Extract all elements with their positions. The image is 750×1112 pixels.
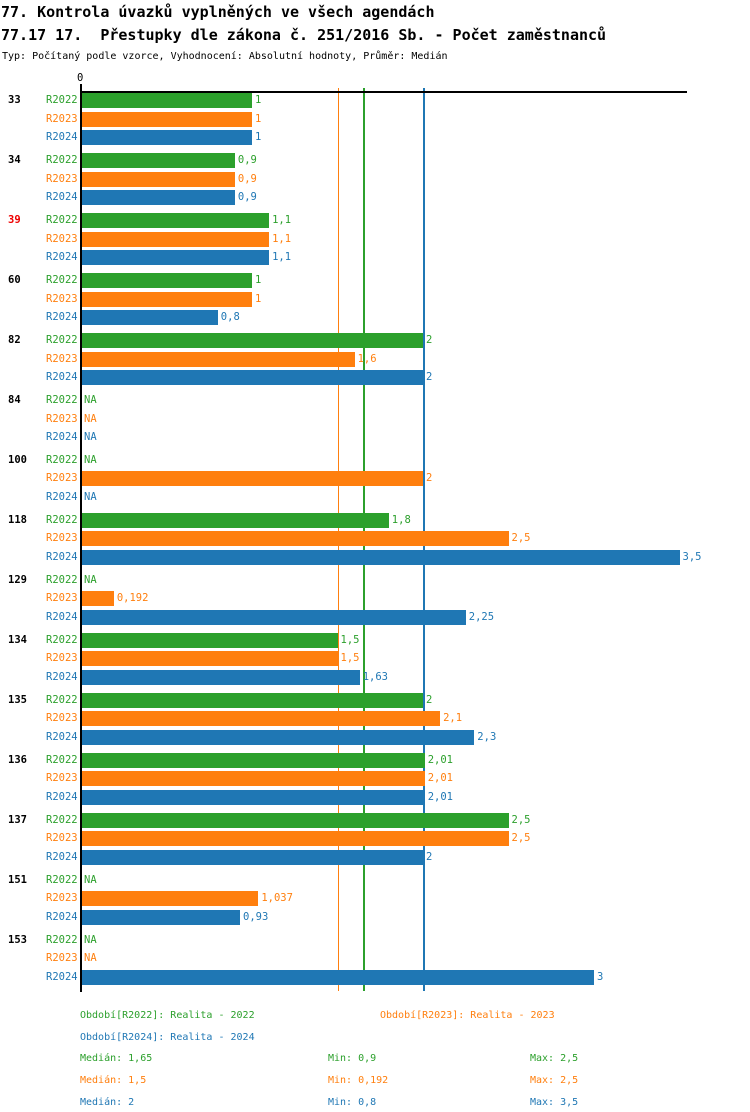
chart-row (0, 850, 750, 869)
bar-track (81, 693, 750, 708)
series-label: R2022 (46, 753, 78, 766)
legend-max-r2024: Max: 3,5 (530, 1097, 579, 1108)
group-label: 151 (8, 873, 27, 886)
series-label: R2022 (46, 153, 78, 166)
bar-track (81, 771, 750, 786)
chart-row (0, 490, 750, 509)
bar-group (0, 873, 750, 929)
value-label: 2 (426, 371, 433, 384)
bar-track (81, 933, 750, 948)
bar (81, 693, 423, 708)
legend-median-r2022: Medián: 1,65 (80, 1053, 153, 1064)
value-label: NA (84, 412, 97, 425)
value-label: 2,01 (427, 790, 453, 803)
bar (81, 273, 252, 288)
series-label: R2023 (46, 712, 78, 725)
chart-row (0, 112, 750, 131)
chart-row (0, 393, 750, 412)
series-label: R2023 (46, 892, 78, 905)
bar-track (81, 273, 750, 288)
value-label: 2 (426, 333, 433, 346)
x-axis-line (81, 91, 687, 93)
legend-period-r2024: Období[R2024]: Realita - 2024 (80, 1032, 255, 1043)
bar-track (81, 471, 750, 486)
series-label: R2024 (46, 431, 78, 444)
series-label: R2022 (46, 933, 78, 946)
bar (81, 591, 114, 606)
group-label: 33 (8, 94, 21, 106)
value-label: 0,192 (116, 592, 149, 605)
bar-track (81, 550, 750, 565)
bar (81, 633, 338, 648)
series-label: R2022 (46, 873, 78, 886)
series-label: R2024 (46, 131, 78, 144)
series-label: R2022 (46, 453, 78, 466)
series-label: R2023 (46, 652, 78, 665)
series-label: R2023 (46, 532, 78, 545)
bar-track (81, 430, 750, 445)
group-label: 153 (8, 933, 27, 946)
chart-groups (0, 93, 750, 993)
bar (81, 513, 389, 528)
value-label: 1,8 (391, 513, 411, 526)
bar-track (81, 153, 750, 168)
legend-min-r2023: Min: 0,192 (328, 1075, 389, 1086)
bar-track (81, 610, 750, 625)
series-label: R2024 (46, 311, 78, 324)
bar-track (81, 591, 750, 606)
series-label: R2024 (46, 910, 78, 923)
bar (81, 550, 680, 565)
chart-row (0, 531, 750, 550)
value-label: 2,3 (477, 731, 497, 743)
chart-row (0, 610, 750, 629)
chart-subtitle: Typ: Počítaný podle vzorce, Vyhodnocení: Absolutní hodnoty, Průměr: Medián (2, 51, 448, 62)
bar-track (81, 172, 750, 187)
bar-track (81, 112, 750, 127)
axis-zero-label: 0 (77, 72, 84, 84)
bar-track (81, 130, 750, 145)
legend-median-r2024: Medián: 2 (80, 1097, 135, 1108)
chart-row (0, 232, 750, 251)
chart-row (0, 172, 750, 191)
chart-row (0, 970, 750, 989)
bar-track (81, 490, 750, 505)
y-axis-line (80, 84, 82, 992)
value-label: 1,5 (340, 633, 360, 646)
series-label: R2024 (46, 251, 78, 264)
bar (81, 93, 252, 108)
value-label: 2,5 (511, 832, 531, 845)
value-label: 1,6 (357, 352, 377, 365)
series-label: R2024 (46, 611, 78, 624)
bar (81, 610, 466, 625)
bar (81, 153, 235, 168)
series-label: R2023 (46, 772, 78, 785)
bar (81, 970, 594, 985)
value-label: NA (84, 933, 97, 946)
bar-group (0, 93, 750, 149)
series-label: R2023 (46, 472, 78, 485)
bar-group (0, 573, 750, 629)
bar-track (81, 513, 750, 528)
bar-track (81, 310, 750, 325)
bar (81, 531, 509, 546)
value-label: NA (84, 453, 97, 466)
group-label: 136 (8, 753, 27, 766)
legend-min-r2022: Min: 0,9 (328, 1053, 377, 1064)
value-label: 2,1 (443, 712, 463, 725)
value-label: NA (84, 491, 97, 504)
bar-group (0, 333, 750, 389)
series-label: R2023 (46, 952, 78, 965)
bar-track (81, 250, 750, 265)
series-label: R2024 (46, 191, 78, 204)
chart-row (0, 412, 750, 431)
chart-row (0, 753, 750, 772)
value-label: NA (84, 952, 97, 965)
bar-group (0, 753, 750, 809)
chart-row (0, 591, 750, 610)
bar-track (81, 292, 750, 307)
chart-row (0, 790, 750, 809)
value-label: 0,93 (243, 910, 269, 923)
value-label: 2,5 (511, 813, 531, 826)
bar (81, 790, 425, 805)
series-label: R2024 (46, 850, 78, 863)
value-label: 1,037 (261, 892, 293, 905)
bar-group (0, 273, 750, 329)
chart-row (0, 813, 750, 832)
chart-row (0, 213, 750, 232)
bar (81, 232, 269, 247)
bar (81, 130, 252, 145)
chart-row (0, 891, 750, 910)
legend-median-r2023: Medián: 1,5 (80, 1075, 147, 1086)
series-label: R2024 (46, 551, 78, 564)
bar-group (0, 513, 750, 569)
value-label: 0,9 (237, 191, 257, 204)
bar-group (0, 393, 750, 449)
series-label: R2022 (46, 333, 78, 346)
bar-track (81, 453, 750, 468)
chart-row (0, 453, 750, 472)
series-label: R2023 (46, 412, 78, 425)
chart-row (0, 130, 750, 149)
chart-row (0, 670, 750, 689)
bar (81, 670, 360, 685)
bar (81, 333, 423, 348)
group-label: 134 (8, 633, 27, 646)
value-label: 0,8 (220, 311, 240, 324)
bar-track (81, 573, 750, 588)
legend-max-r2022: Max: 2,5 (530, 1053, 579, 1064)
chart-row (0, 873, 750, 892)
value-label: 1 (255, 131, 262, 144)
series-label: R2022 (46, 513, 78, 526)
bar-track (81, 850, 750, 865)
bar-group (0, 933, 750, 989)
bar-track (81, 790, 750, 805)
bar-group (0, 453, 750, 509)
group-label: 39 (8, 213, 21, 226)
bar-track (81, 651, 750, 666)
bar (81, 850, 423, 865)
series-label: R2024 (46, 371, 78, 384)
group-label: 118 (8, 513, 27, 526)
value-label: 3,5 (682, 551, 702, 564)
series-label: R2024 (46, 491, 78, 504)
bar-track (81, 93, 750, 108)
bar (81, 213, 269, 228)
value-label: NA (84, 431, 97, 444)
chart-row (0, 550, 750, 569)
legend-max-r2023: Max: 2,5 (530, 1075, 579, 1086)
group-label: 60 (8, 273, 21, 286)
bar (81, 771, 425, 786)
value-label: NA (84, 393, 97, 406)
bar-track (81, 951, 750, 966)
series-label: R2023 (46, 292, 78, 305)
value-label: 1,1 (272, 232, 292, 245)
chart-row (0, 513, 750, 532)
value-label: 1,1 (272, 251, 292, 264)
bar-track (81, 190, 750, 205)
series-label: R2022 (46, 213, 78, 226)
chart-row (0, 370, 750, 389)
series-label: R2022 (46, 273, 78, 286)
legend-min-r2024: Min: 0,8 (328, 1097, 377, 1108)
bar-track (81, 873, 750, 888)
chart-row (0, 693, 750, 712)
bar-group (0, 213, 750, 269)
bar-group (0, 813, 750, 869)
group-label: 82 (8, 333, 21, 346)
chart-row (0, 471, 750, 490)
legend-period-r2022: Období[R2022]: Realita - 2022 (80, 1010, 255, 1021)
bar-track (81, 633, 750, 648)
group-label: 84 (8, 393, 21, 406)
bar (81, 190, 235, 205)
bar (81, 292, 252, 307)
bar (81, 352, 355, 367)
bar (81, 891, 258, 906)
series-label: R2024 (46, 671, 78, 684)
bar-track (81, 232, 750, 247)
chart-row (0, 730, 750, 749)
series-label: R2024 (46, 970, 78, 983)
bar (81, 172, 235, 187)
group-label: 34 (8, 153, 21, 166)
chart-row (0, 153, 750, 172)
value-label: 3 (597, 970, 604, 983)
group-label: 135 (8, 693, 27, 706)
series-label: R2022 (46, 393, 78, 406)
value-label: 1 (255, 94, 262, 106)
bar (81, 370, 423, 385)
series-label: R2022 (46, 633, 78, 646)
value-label: 0,9 (237, 153, 257, 166)
bar-track (81, 711, 750, 726)
bar (81, 831, 509, 846)
chart-row (0, 573, 750, 592)
value-label: 2 (426, 472, 433, 485)
value-label: 2 (426, 850, 433, 863)
value-label: 2,01 (427, 753, 453, 766)
chart-row (0, 250, 750, 269)
series-label: R2022 (46, 813, 78, 826)
bar-group (0, 153, 750, 209)
value-label: 0,9 (237, 172, 257, 185)
series-label: R2022 (46, 573, 78, 586)
bar (81, 730, 474, 745)
bar-track (81, 753, 750, 768)
series-label: R2022 (46, 693, 78, 706)
chart-row (0, 711, 750, 730)
bar-group (0, 693, 750, 749)
chart-row (0, 352, 750, 371)
value-label: 1,5 (340, 652, 360, 665)
chart-row (0, 430, 750, 449)
chart-row (0, 633, 750, 652)
bar-track (81, 412, 750, 427)
series-label: R2023 (46, 832, 78, 845)
chart-row (0, 951, 750, 970)
bar (81, 910, 240, 925)
bar (81, 753, 425, 768)
series-label: R2023 (46, 112, 78, 125)
value-label: 2,5 (511, 532, 531, 545)
group-label: 137 (8, 813, 27, 826)
series-label: R2023 (46, 352, 78, 365)
series-label: R2023 (46, 592, 78, 605)
group-label: 100 (8, 453, 27, 466)
group-label: 129 (8, 573, 27, 586)
value-label: 2 (426, 693, 433, 706)
report-title: 77. Kontrola úvazků vyplněných ve všech agendách (1, 3, 435, 21)
chart-row (0, 910, 750, 929)
value-label: 2,01 (427, 772, 453, 785)
value-label: 2,25 (468, 611, 495, 624)
chart-row (0, 93, 750, 112)
bar-track (81, 891, 750, 906)
series-label: R2023 (46, 232, 78, 245)
value-label: NA (84, 873, 97, 886)
bar (81, 310, 218, 325)
chart-title: 77.17 17. Přestupky dle zákona č. 251/2016 Sb. - Počet zaměstnanců (1, 26, 607, 44)
series-label: R2024 (46, 731, 78, 743)
bar-track (81, 213, 750, 228)
chart-row (0, 310, 750, 329)
value-label: 1,1 (272, 213, 292, 226)
bar-track (81, 393, 750, 408)
bar-track (81, 333, 750, 348)
bar-group (0, 633, 750, 689)
bar (81, 471, 423, 486)
chart-row (0, 273, 750, 292)
value-label: NA (84, 573, 97, 586)
bar (81, 250, 269, 265)
chart-row (0, 651, 750, 670)
bar (81, 112, 252, 127)
chart-row (0, 333, 750, 352)
chart-row (0, 933, 750, 952)
bar-track (81, 670, 750, 685)
bar-track (81, 910, 750, 925)
bar-track (81, 352, 750, 367)
bar-track (81, 970, 750, 985)
value-label: 1 (255, 292, 262, 305)
chart-row (0, 292, 750, 311)
bar-track (81, 370, 750, 385)
bar-track (81, 730, 750, 745)
bar (81, 711, 440, 726)
series-label: R2023 (46, 172, 78, 185)
bar (81, 651, 338, 666)
bar (81, 813, 509, 828)
chart-row (0, 771, 750, 790)
bar-track (81, 531, 750, 546)
chart-row (0, 831, 750, 850)
value-label: 1,63 (362, 671, 389, 684)
legend-period-r2023: Období[R2023]: Realita - 2023 (380, 1010, 555, 1021)
bar-track (81, 831, 750, 846)
chart-row (0, 190, 750, 209)
series-label: R2024 (46, 790, 78, 803)
bar-track (81, 813, 750, 828)
series-label: R2022 (46, 94, 78, 106)
value-label: 1 (255, 112, 262, 125)
value-label: 1 (255, 273, 262, 286)
